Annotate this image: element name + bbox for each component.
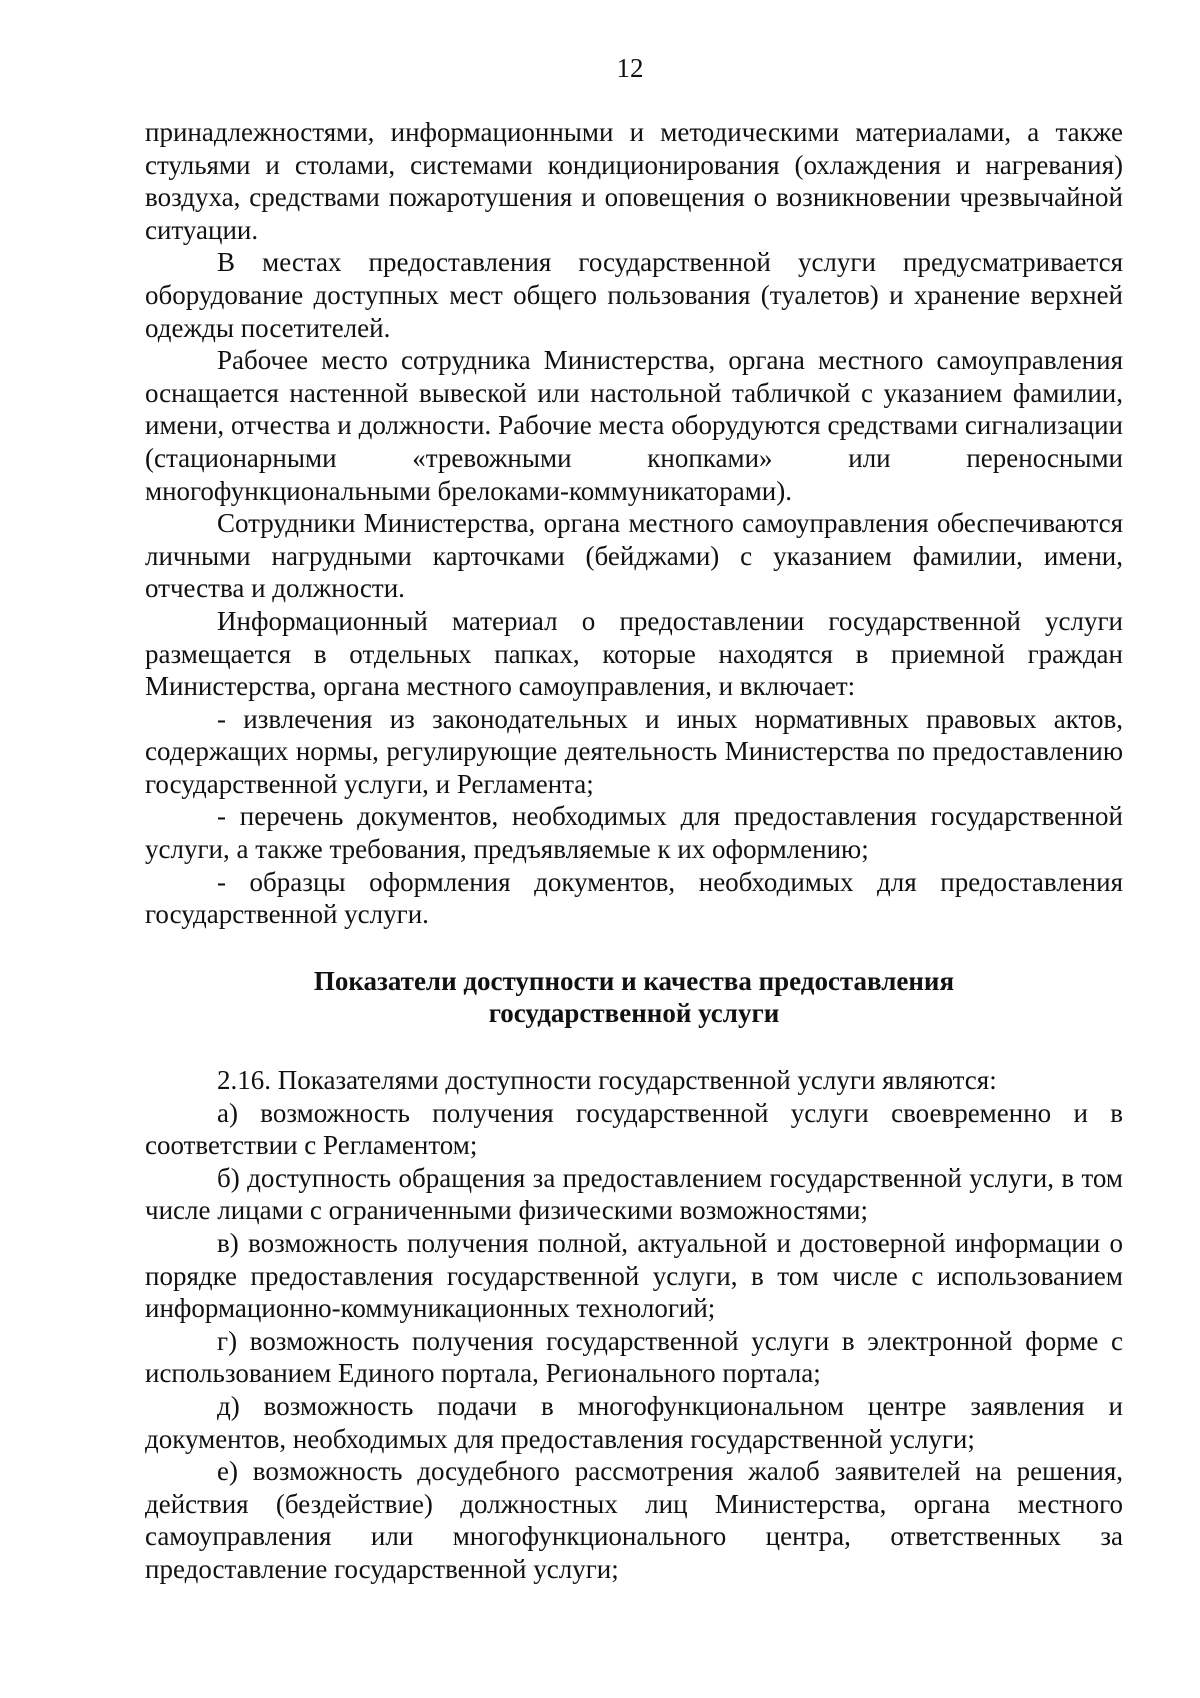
section-heading [145, 965, 1123, 1030]
paragraph: 2.16. Показателями доступности государственной услуги являются: [217, 1065, 997, 1096]
list-item: - извлечения из законодательных и иных нормативных правовых актов, содержащих нормы, регулирующие деятельность Министерства по предоставлению государственной услуги, и Регламента; [145, 703, 1123, 799]
list-item: д) возможность подачи в многофункциональном центре заявления и документов, необходимых для предоставления государственной услуги; [145, 1390, 1123, 1454]
list-item: - перечень документов, необходимых для предоставления государственной услуги, а также требования, предъявляемые к их оформлению; [145, 801, 1123, 865]
section-bottom [145, 1064, 1123, 1586]
paragraph: Рабочее место сотрудника Министерства, органа местного самоуправления оснащается настенной вывеской или настольной табличкой с указанием фамилии, имени, отчества и должности. Рабочие места оборудуются средствами сигнализации (стационарными «тревожными кнопками» или переносными многофункциональными брелоками-коммуникаторами). [145, 345, 1123, 506]
paragraph: принадлежностями, информационными и методическими материалами, а также стульями и столами, системами кондиционирования (охлаждения и нагревания) воздуха, средствами пожаротушения и оповещения о возникновении чрезвычайной ситуации. [145, 117, 1123, 245]
page-number: 12 [616, 53, 644, 83]
list-item: е) возможность досудебного рассмотрения жалоб заявителей на решения, действия (бездействие) должностных лиц Министерства, органа местного самоуправления или многофункционального центра, ответственных за предоставление государственной услуги; [145, 1456, 1123, 1584]
list-item: б) доступность обращения за предоставлением государственной услуги, в том числе лицами с ограниченными физическими возможностями; [145, 1162, 1123, 1226]
list-item: г) возможность получения государственной услуги в электронной форме с использованием Единого портала, Регионального портала; [145, 1325, 1123, 1389]
list-item: - образцы оформления документов, необходимых для предоставления государственной услуги. [145, 866, 1123, 930]
list-item: а) возможность получения государственной услуги своевременно и в соответствии с Регламентом; [145, 1097, 1123, 1161]
heading-line: Показатели доступности и качества предоставления [313, 965, 955, 996]
section-top [145, 116, 1123, 931]
paragraph: Информационный материал о предоставлении государственной услуги размещается в отдельных папках, которые находятся в приемной граждан Министерства, органа местного самоуправления, и включает: [145, 605, 1123, 702]
heading-line: государственной услуги [488, 998, 780, 1029]
paragraph: Сотрудники Министерства, органа местного самоуправления обеспечиваются личными нагрудными карточками (бейджами) с указанием фамилии, имени, отчества и должности. [145, 508, 1123, 604]
document-body [145, 116, 1123, 1586]
list-item: в) возможность получения полной, актуальной и достоверной информации о порядке предоставления государственной услуги, в том числе с использованием информационно-коммуникационных технологий; [145, 1228, 1123, 1324]
paragraph: В местах предоставления государственной услуги предусматривается оборудование доступных мест общего пользования (туалетов) и хранение верхней одежды посетителей. [145, 247, 1123, 343]
